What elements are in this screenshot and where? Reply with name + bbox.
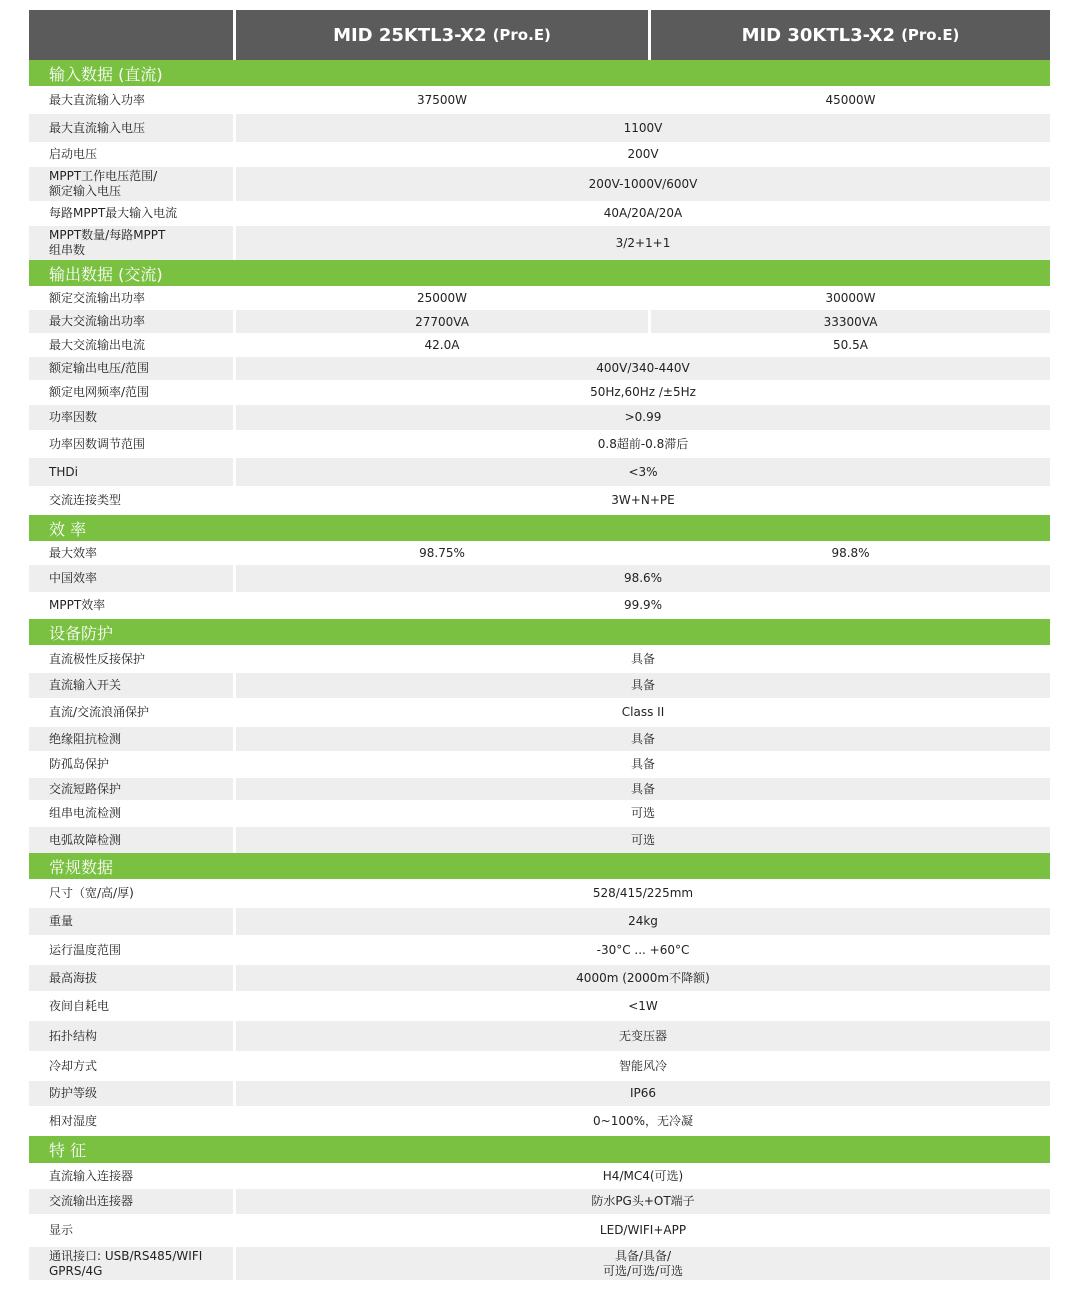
table-row <box>29 1106 1050 1136</box>
row-label: 拓扑结构 <box>49 1028 98 1043</box>
table-row <box>29 673 1050 698</box>
row-label: 尺寸（宽/高/厚) <box>49 886 134 900</box>
table-row <box>29 827 1050 853</box>
row-label: MPPT数量/每路MPPT 组串数 <box>49 228 166 257</box>
row-label: 冷却方式 <box>49 1058 98 1073</box>
table-row <box>29 430 1050 458</box>
row-label: 最大直流输入电压 <box>49 120 146 135</box>
table-row <box>29 800 1050 827</box>
model-1-value: 37500W <box>416 93 468 107</box>
row-label: 组串电流检测 <box>49 806 122 820</box>
model-1-suffix: (Pro.E) <box>492 26 551 44</box>
row-label: 运行温度范围 <box>49 942 122 957</box>
table-row <box>29 1189 1050 1214</box>
table-header <box>29 10 1050 60</box>
row-label: 最大效率 <box>49 545 98 560</box>
table-row <box>29 333 1050 357</box>
table-row <box>29 1081 1050 1106</box>
table-row <box>29 1214 1050 1247</box>
row-label: 额定输出电压/范围 <box>49 361 150 375</box>
row-label: MPPT效率 <box>49 598 106 612</box>
shared-value: 可选 <box>630 832 655 847</box>
model-1-name: MID 25KTL3-X2 <box>333 24 487 46</box>
shared-value: 智能风冷 <box>618 1058 667 1073</box>
table-row <box>29 541 1050 565</box>
row-label: 通讯接口: USB/RS485/WIFI GPRS/4G <box>49 1248 203 1278</box>
model-1-value: 98.75% <box>419 546 465 560</box>
row-label: MPPT工作电压范围/ 额定输入电压 <box>49 169 158 198</box>
row-label: 直流输入开关 <box>49 678 122 692</box>
table-row <box>29 908 1050 935</box>
table-row <box>29 698 1050 727</box>
shared-value: 400V/340-440V <box>596 361 690 375</box>
table-row <box>29 965 1050 991</box>
table-row <box>29 357 1050 380</box>
table-row <box>29 142 1050 167</box>
shared-value: LED/WIFI+APP <box>599 1223 687 1237</box>
shared-value: 528/415/225mm <box>592 886 694 900</box>
shared-value: 3W+N+PE <box>611 493 675 507</box>
table-row <box>29 405 1050 430</box>
row-label: THDi <box>49 464 78 479</box>
table-row <box>29 286 1050 310</box>
table-row <box>29 86 1050 114</box>
shared-value: 24kg <box>628 914 658 928</box>
row-label: 额定电网频率/范围 <box>49 385 150 399</box>
row-label: 显示 <box>49 1223 74 1237</box>
table-row <box>29 201 1050 226</box>
section-header: 特 征 <box>29 1136 1050 1163</box>
table-row <box>29 727 1050 751</box>
shared-value: 具备 <box>630 731 655 746</box>
row-label: 中国效率 <box>49 571 98 585</box>
shared-value: IP66 <box>629 1086 657 1100</box>
row-label: 绝缘阻抗检测 <box>49 731 122 746</box>
row-label: 交流连接类型 <box>49 493 122 507</box>
model-1-header <box>236 10 648 60</box>
row-label: 最大交流输出功率 <box>49 314 146 328</box>
shared-value: 0.8超前-0.8滞后 <box>597 436 689 451</box>
shared-value: 无变压器 <box>618 1028 667 1043</box>
shared-value: 可选 <box>630 806 655 820</box>
section-header: 输入数据 (直流) <box>29 60 1050 86</box>
row-label: 功率因数 <box>49 410 98 424</box>
section-header: 效 率 <box>29 515 1050 541</box>
shared-value: 防水PG头+OT端子 <box>591 1194 695 1208</box>
shared-value: 具备 <box>630 678 655 692</box>
shared-value: 200V <box>627 147 659 161</box>
row-label: 重量 <box>49 914 74 928</box>
row-label: 防护等级 <box>49 1086 98 1100</box>
table-row <box>29 778 1050 800</box>
shared-value: 200V-1000V/600V <box>588 176 698 191</box>
table-row <box>29 114 1050 142</box>
shared-value: <1W <box>628 998 658 1013</box>
row-label: 每路MPPT最大输入电流 <box>49 206 178 220</box>
model-1-value: 25000W <box>416 291 468 305</box>
model-2-value: 33300VA <box>823 314 878 329</box>
model-2-name: MID 30KTL3-X2 <box>741 24 896 46</box>
model-2-suffix: (Pro.E) <box>901 26 960 44</box>
shared-value: 98.6% <box>623 571 663 585</box>
model-2-value: 30000W <box>825 291 876 305</box>
section-header: 输出数据 (交流) <box>29 260 1050 286</box>
table-row <box>29 879 1050 908</box>
table-row <box>29 751 1050 778</box>
row-label: 直流/交流浪涌保护 <box>49 705 150 719</box>
row-label: 功率因数调节范围 <box>49 436 146 451</box>
shared-value: 4000m (2000m不降额) <box>576 970 710 985</box>
shared-value: 3/2+1+1 <box>615 235 671 250</box>
table-row <box>29 380 1050 405</box>
row-label: 最大交流输出电流 <box>49 337 146 352</box>
model-2-value: 98.8% <box>831 546 870 560</box>
section-header: 常规数据 <box>29 853 1050 879</box>
shared-value: 具备/具备/ 可选/可选/可选 <box>602 1248 684 1278</box>
shared-value: 具备 <box>630 651 655 666</box>
table-row <box>29 645 1050 673</box>
row-label: 最大直流输入功率 <box>49 92 146 107</box>
row-label: 防孤岛保护 <box>49 757 110 771</box>
shared-value: 具备 <box>630 781 655 796</box>
table-row <box>29 592 1050 619</box>
table-row <box>29 935 1050 965</box>
shared-value: 99.9% <box>623 598 663 612</box>
table-row <box>29 1021 1050 1051</box>
table-row <box>29 1163 1050 1189</box>
table-row <box>29 1051 1050 1081</box>
header-blank-cell <box>29 10 233 60</box>
shared-value: H4/MC4(可选) <box>602 1168 684 1183</box>
row-label: 直流输入连接器 <box>49 1168 134 1183</box>
table-row <box>29 310 1050 333</box>
spec-sheet <box>29 10 1050 1280</box>
table-row <box>29 167 1050 201</box>
table-row <box>29 565 1050 592</box>
shared-value: -30°C ... +60°C <box>596 942 690 957</box>
model-2-value: 50.5A <box>833 338 868 352</box>
shared-value: 40A/20A/20A <box>603 206 683 220</box>
model-1-value: 42.0A <box>424 338 460 352</box>
row-label: 最高海拔 <box>49 970 98 985</box>
table-row <box>29 486 1050 515</box>
shared-value: >0.99 <box>624 410 662 424</box>
table-row <box>29 458 1050 486</box>
table-row <box>29 991 1050 1021</box>
shared-value: <3% <box>628 464 658 479</box>
row-label: 直流极性反接保护 <box>49 651 146 666</box>
shared-value: 0~100%，无冷凝 <box>593 1113 693 1128</box>
section-header: 设备防护 <box>29 619 1050 645</box>
shared-value: 1100V <box>623 120 663 135</box>
shared-value: 具备 <box>630 757 655 771</box>
table-row <box>29 226 1050 260</box>
table-row <box>29 1247 1050 1280</box>
row-label: 相对湿度 <box>49 1113 98 1128</box>
model-2-header <box>651 10 1050 60</box>
shared-value: 50Hz,60Hz /±5Hz <box>590 385 696 399</box>
model-1-value: 27700VA <box>415 314 469 329</box>
row-label: 交流输出连接器 <box>49 1194 134 1208</box>
row-label: 交流短路保护 <box>49 781 122 796</box>
shared-value: Class II <box>621 705 665 719</box>
model-2-value: 45000W <box>825 93 876 107</box>
row-label: 夜间自耗电 <box>49 998 110 1013</box>
row-label: 启动电压 <box>49 147 98 161</box>
row-label: 电弧故障检测 <box>49 832 122 847</box>
row-label: 额定交流输出功率 <box>49 290 146 305</box>
